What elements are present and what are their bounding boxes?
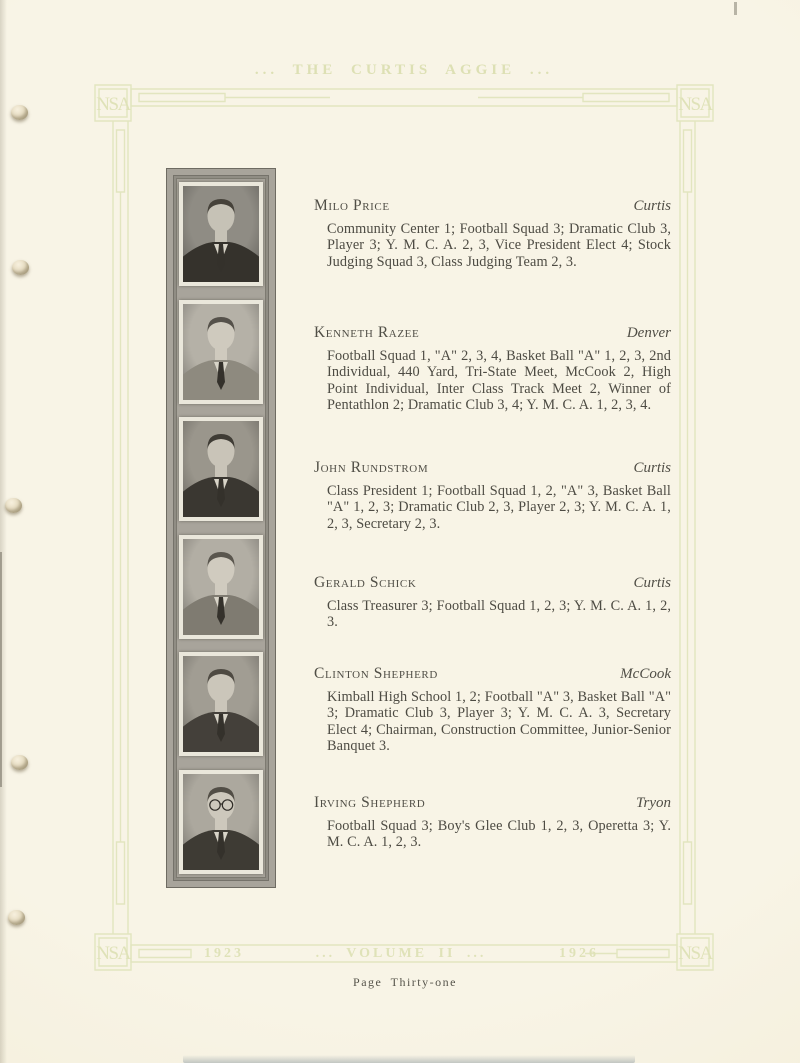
- nsa-monogram: NSA: [678, 943, 712, 964]
- footer-year-right: 1926: [559, 946, 599, 961]
- entry-header: [314, 574, 671, 592]
- entry-header: [314, 324, 671, 342]
- portrait-photo: [179, 182, 263, 286]
- student-name: Clinton Shepherd: [314, 665, 438, 682]
- nsa-emblem-top-left: [95, 85, 132, 121]
- student-activities: Football Squad 1, "A" 2, 3, 4, Basket Ball "A" 1, 2, 3, 2nd Individual, 440 Yard, Tri-State Meet, McCook 2, High Point Individual, Inter Class Track Meet 2, Winner of Pentathlon 2; Dramatic Club 3, 4; Y. M. C. A. 1, 2, 3, 4.: [327, 348, 671, 413]
- binder-fastener: [8, 910, 25, 925]
- nsa-monogram: NSA: [96, 943, 130, 964]
- portrait-photo: [179, 417, 263, 521]
- student-name: John Rundstrom: [314, 459, 429, 476]
- scan-edge-shading: [0, 0, 7, 1063]
- student-town: Tryon: [635, 795, 671, 811]
- student-entry: [314, 197, 671, 270]
- student-town: McCook: [620, 666, 671, 682]
- footer-volume-label: ... VOLUME II ...: [315, 946, 487, 961]
- student-town: Curtis: [633, 575, 671, 591]
- binder-fastener: [5, 498, 22, 513]
- student-name: Milo Price: [314, 197, 390, 214]
- nsa-emblem-bottom-right: [677, 934, 714, 970]
- scan-bottom-shadow: [183, 1055, 635, 1063]
- nsa-monogram: NSA: [678, 94, 712, 115]
- nsa-emblem-top-right: [677, 85, 714, 121]
- page-number: Page Thirty-one: [353, 975, 457, 989]
- student-name: Gerald Schick: [314, 574, 417, 591]
- student-town: Denver: [626, 325, 671, 341]
- scan-artifact: [734, 2, 737, 15]
- student-name: Irving Shepherd: [314, 794, 426, 811]
- student-entry: [314, 794, 671, 851]
- student-activities: Class Treasurer 3; Football Squad 1, 2, 3; Y. M. C. A. 1, 2, 3.: [327, 598, 671, 631]
- portrait-photo: [179, 535, 263, 639]
- student-name: Kenneth Razee: [314, 324, 420, 341]
- photo-strip: [166, 168, 276, 888]
- student-activities: Class President 1; Football Squad 1, 2, "A" 3, Basket Ball "A" 1, 2, 3; Dramatic Club 2, 3, Player 2, 3; Y. M. C. A. 1, 2, 3, Secretary 2, 3.: [327, 483, 671, 532]
- student-activities: Kimball High School 1, 2; Football "A" 3, Basket Ball "A" 3; Dramatic Club 3, Player 3; Y. M. C. A. 3, Secretary Elect 4; Chairman, Construction Committee, Junior-Senior Banquet 3.: [327, 689, 671, 754]
- entry-header: [314, 459, 671, 477]
- student-activities: Football Squad 3; Boy's Glee Club 1, 2, 3, Operetta 3; Y. M. C. A. 1, 2, 3.: [327, 818, 671, 851]
- binder-fastener: [11, 105, 28, 120]
- portrait-photo: [179, 652, 263, 756]
- scan-edge-mark: [0, 552, 2, 787]
- student-entry: [314, 574, 671, 631]
- footer-year-left: 1923: [204, 946, 244, 961]
- binder-fastener: [11, 755, 28, 770]
- nsa-monogram: NSA: [96, 94, 130, 115]
- page-header-title: ... THE CURTIS AGGIE ...: [254, 62, 554, 78]
- entry-header: [314, 665, 671, 683]
- student-town: Curtis: [633, 198, 671, 214]
- nsa-emblem-bottom-left: [95, 934, 132, 970]
- student-entry: [314, 459, 671, 532]
- student-town: Curtis: [633, 460, 671, 476]
- student-entry: [314, 665, 671, 754]
- student-entry: [314, 324, 671, 413]
- student-activities: Community Center 1; Football Squad 3; Dramatic Club 3, Player 3; Y. M. C. A. 2, 3, Vice President Elect 4; Stock Judging Squad 3, Class Judging Team 2, 3.: [327, 221, 671, 270]
- binder-fastener: [12, 260, 29, 275]
- entry-header: [314, 794, 671, 812]
- entry-header: [314, 197, 671, 215]
- portrait-photo: [179, 300, 263, 404]
- portrait-photo: [179, 770, 263, 874]
